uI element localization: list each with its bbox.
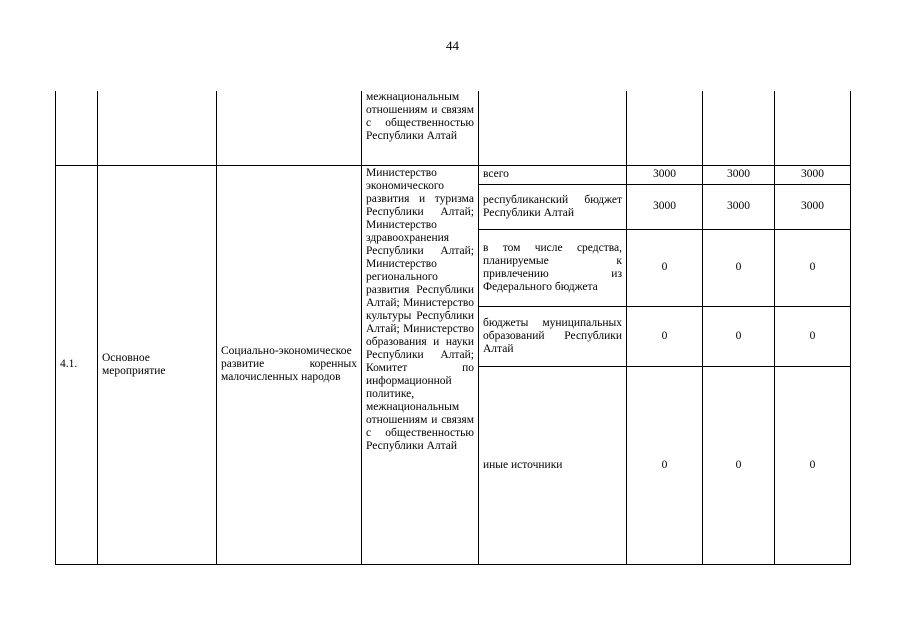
cell-responsible: межнациональным отношениям и связям с общественностью Республики Алтай (362, 91, 479, 165)
cell-value-2: 0 (703, 306, 775, 366)
cell-source: республиканский бюджет Республики Алтай (479, 184, 627, 229)
cell-value-1: 3000 (627, 184, 703, 229)
cell-value-1: 0 (627, 366, 703, 564)
cell-source: в том числе средства, планируемые к привлечению из Федерального бюджета (479, 229, 627, 306)
cell-number (56, 91, 98, 165)
cell-value-3: 3000 (775, 184, 851, 229)
table-row-continuation (56, 91, 851, 165)
cell-measure-type: Основное мероприятие (98, 165, 217, 564)
cell-measure-number: 4.1. (56, 165, 98, 564)
cell-source (479, 91, 627, 165)
cell-source: иные источники (479, 366, 627, 564)
cell-value-2: 3000 (703, 184, 775, 229)
cell-value-1: 0 (627, 306, 703, 366)
cell-value-2: 0 (703, 366, 775, 564)
cell-value-3: 3000 (775, 165, 851, 184)
cell-source: бюджеты муниципальных образований Республики Алтай (479, 306, 627, 366)
cell-value-2: 3000 (703, 165, 775, 184)
cell-value-1 (627, 91, 703, 165)
cell-source: всего (479, 165, 627, 184)
program-table (55, 91, 851, 565)
cell-value-3: 0 (775, 306, 851, 366)
cell-value-2: 0 (703, 229, 775, 306)
cell-value-3 (775, 91, 851, 165)
cell-name (217, 91, 362, 165)
cell-value-3: 0 (775, 366, 851, 564)
cell-value-1: 3000 (627, 165, 703, 184)
page-number: 44 (446, 38, 459, 53)
cell-measure-name: Социально-экономическое развитие коренных малочисленных народов (217, 165, 362, 564)
table-row-funding-total (56, 165, 851, 184)
cell-value-2 (703, 91, 775, 165)
cell-type (98, 91, 217, 165)
cell-value-3: 0 (775, 229, 851, 306)
cell-measure-responsible: Министерство экономического развития и туризма Республики Алтай; Министерство здравоохранения Республики Алтай; Министерство регионального развития Республики Алтай; Министерство культуры Республики Алтай; Министерство образования и науки Республики Алтай; Комитет по информационной политике, межнациональным отношениям и связям с общественностью Республики Алтай (362, 165, 479, 564)
cell-value-1: 0 (627, 229, 703, 306)
